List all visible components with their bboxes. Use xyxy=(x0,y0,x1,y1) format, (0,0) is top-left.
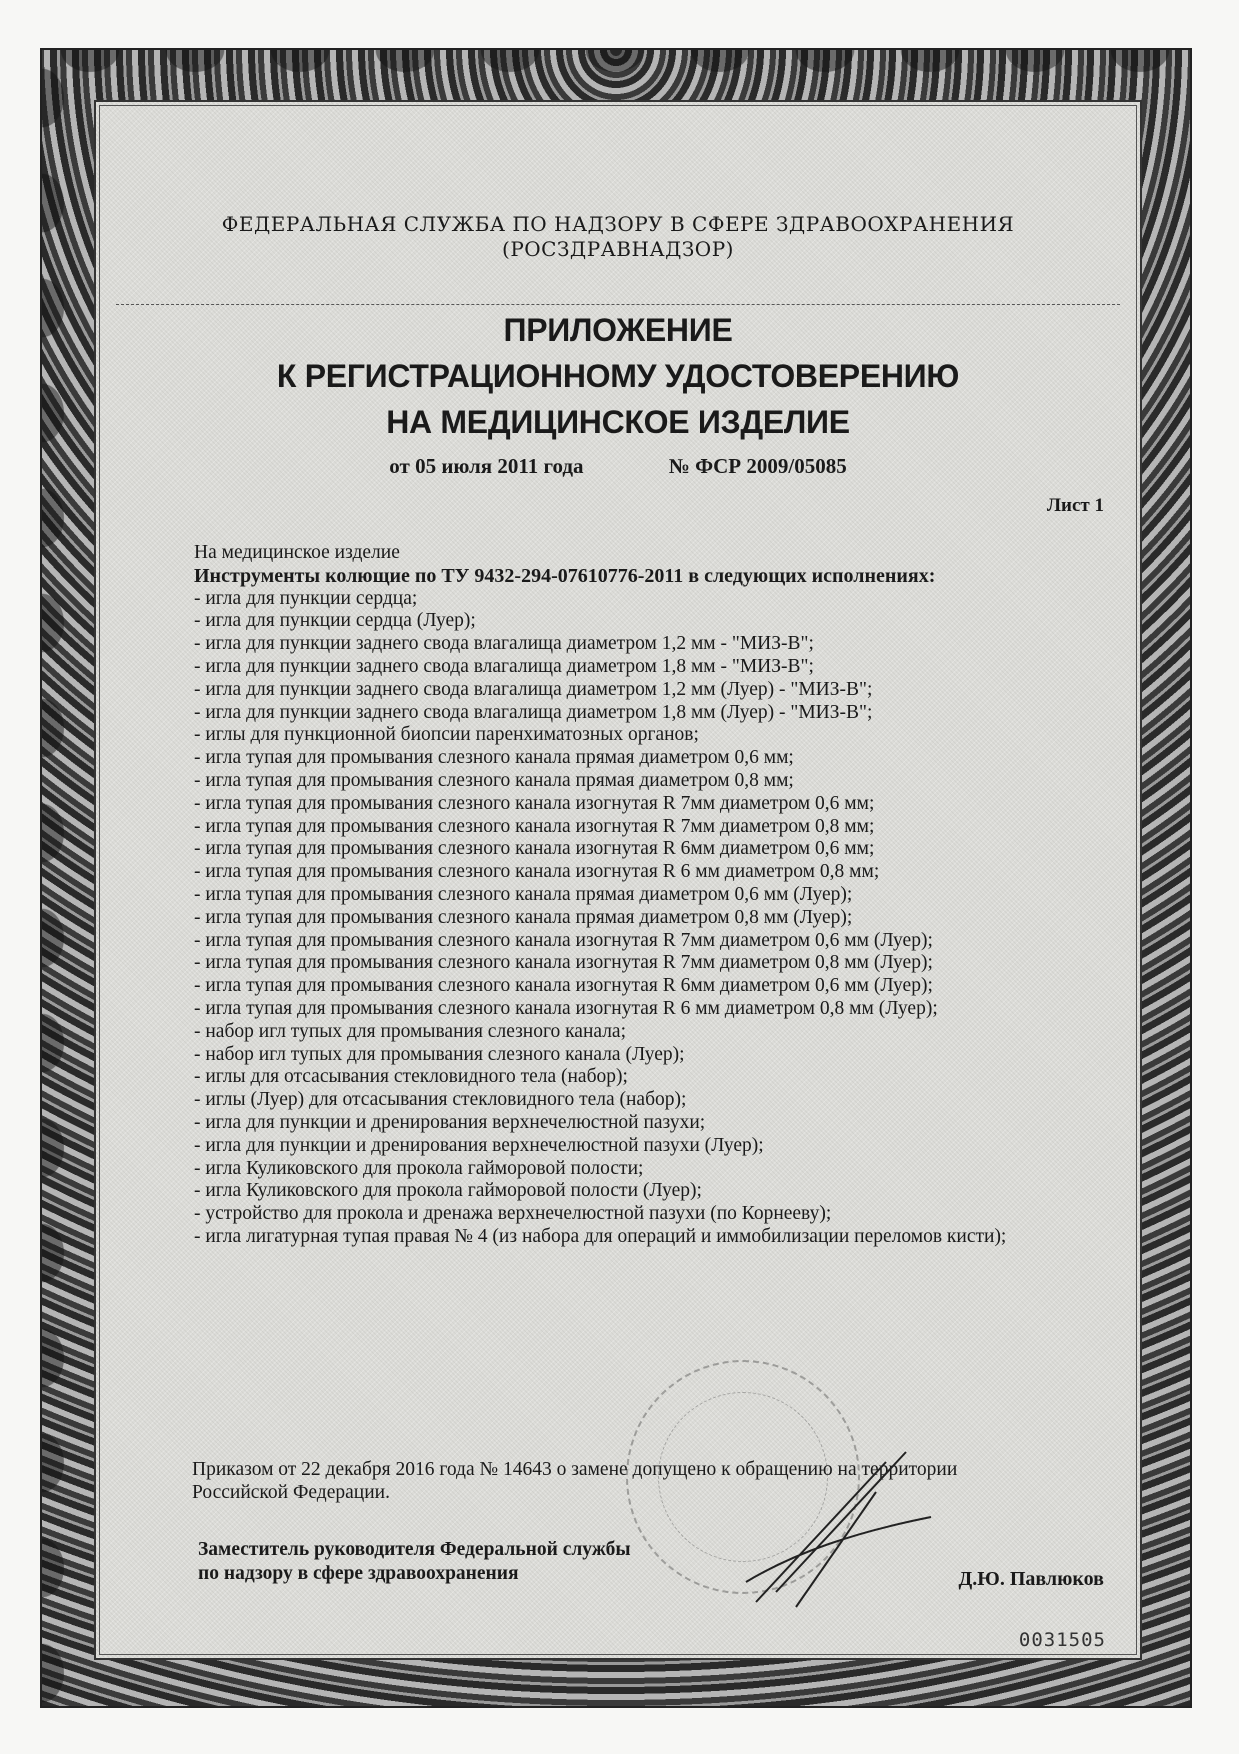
list-item: - игла для пункции и дренирования верхнечелюстной пазухи (Луер); xyxy=(194,1134,764,1156)
signer-position-line-1: Заместитель руководителя Федеральной службы xyxy=(198,1539,631,1560)
list-item: - иглы для отсасывания стекловидного тела (набор); xyxy=(194,1066,628,1088)
list-item: - иглы для пункционной биопсии паренхиматозных органов; xyxy=(194,724,699,746)
serial-number: 0031505 xyxy=(1018,1629,1106,1651)
list-item: - игла тупая для промывания слезного канала прямая диаметром 0,8 мм (Луер); xyxy=(194,906,853,928)
list-item: - игла для пункции сердца (Луер); xyxy=(194,610,476,632)
list-item: - игла для пункции заднего свода влагалища диаметром 1,2 мм - "МИЗ-В"; xyxy=(194,633,814,655)
signer-position-line-2: по надзору в сфере здравоохранения xyxy=(198,1563,519,1584)
list-item: - игла для пункции и дренирования верхнечелюстной пазухи; xyxy=(194,1111,706,1133)
registration-line xyxy=(96,454,1140,479)
title-line-1: ПРИЛОЖЕНИЕ xyxy=(503,312,733,348)
agency-abbreviation: (РОСЗДРАВНАДЗОР) xyxy=(502,237,734,261)
list-item: - набор игл тупых для промывания слезного канала (Луер); xyxy=(194,1043,685,1065)
list-item: - игла тупая для промывания слезного канала прямая диаметром 0,6 мм (Луер); xyxy=(194,883,853,905)
agency-name: ФЕДЕРАЛЬНАЯ СЛУЖБА ПО НАДЗОРУ В СФЕРЕ ЗДРАВООХРАНЕНИЯ xyxy=(221,212,1015,236)
list-item: - игла тупая для промывания слезного канала изогнутая R 6мм диаметром 0,6 мм; xyxy=(194,838,875,860)
list-item: - игла тупая для промывания слезного канала изогнутая R 7мм диаметром 0,8 мм (Луер); xyxy=(194,952,933,974)
list-item: - устройство для прокола и дренажа верхнечелюстной пазухи (по Корнееву); xyxy=(194,1203,832,1225)
signer-position xyxy=(198,1538,758,1586)
order-statement: Приказом от 22 декабря 2016 года № 14643 о замене допущено к обращению на территории Российской Федерации. xyxy=(192,1459,958,1503)
product-variants-list xyxy=(194,588,1094,1249)
document-title xyxy=(96,307,1140,445)
list-item: - игла тупая для промывания слезного канала изогнутая R 7мм диаметром 0,6 мм (Луер); xyxy=(194,929,933,951)
agency-header xyxy=(96,212,1140,262)
document-sheet xyxy=(94,100,1142,1660)
list-item: - игла тупая для промывания слезного канала изогнутая R 6 мм диаметром 0,8 мм (Луер); xyxy=(194,997,938,1019)
registration-date: от 05 июля 2011 года xyxy=(389,454,584,478)
sheet-number: Лист 1 xyxy=(1046,495,1104,516)
document-body xyxy=(194,542,1094,1249)
list-item: - игла тупая для промывания слезного канала изогнутая R 7мм диаметром 0,6 мм; xyxy=(194,792,875,814)
list-item: - набор игл тупых для промывания слезного канала; xyxy=(194,1020,627,1042)
header-divider xyxy=(116,304,1120,305)
decorative-border xyxy=(40,48,1192,1708)
list-item: - игла тупая для промывания слезного канала прямая диаметром 0,8 мм; xyxy=(194,769,794,791)
signer-name: Д.Ю. Павлюков xyxy=(958,1568,1104,1590)
list-item: - игла Куликовского для прокола гайморовой полости (Луер); xyxy=(194,1180,702,1202)
lead-text: На медицинское изделие xyxy=(194,542,400,563)
list-item: - игла для пункции заднего свода влагалища диаметром 1,8 мм (Луер) - "МИЗ-В"; xyxy=(194,701,873,723)
list-item: - игла тупая для промывания слезного канала изогнутая R 7мм диаметром 0,8 мм; xyxy=(194,815,875,837)
title-line-2: К РЕГИСТРАЦИОННОМУ УДОСТОВЕРЕНИЮ xyxy=(276,358,960,394)
list-item: - игла тупая для промывания слезного канала изогнутая R 6 мм диаметром 0,8 мм; xyxy=(194,861,880,883)
list-item: - игла для пункции заднего свода влагалища диаметром 1,8 мм - "МИЗ-В"; xyxy=(194,655,814,677)
registration-number: № ФСР 2009/05085 xyxy=(668,454,847,478)
signature-icon xyxy=(736,1432,936,1612)
list-item: - игла лигатурная тупая правая № 4 (из набора для операций и иммобилизации переломов кисти); xyxy=(194,1225,1007,1247)
list-item: - иглы (Луер) для отсасывания стекловидного тела (набор); xyxy=(194,1089,687,1111)
list-item: - игла Куликовского для прокола гайморовой полости; xyxy=(194,1157,644,1179)
title-line-3: НА МЕДИЦИНСКОЕ ИЗДЕЛИЕ xyxy=(386,404,850,440)
product-heading: Инструменты колющие по ТУ 9432-294-07610776-2011 в следующих исполнениях: xyxy=(194,564,936,587)
list-item: - игла для пункции заднего свода влагалища диаметром 1,2 мм (Луер) - "МИЗ-В"; xyxy=(194,678,873,700)
list-item: - игла для пункции сердца; xyxy=(194,587,418,609)
list-item: - игла тупая для промывания слезного канала прямая диаметром 0,6 мм; xyxy=(194,747,794,769)
list-item: - игла тупая для промывания слезного канала изогнутая R 6мм диаметром 0,6 мм (Луер); xyxy=(194,975,933,997)
